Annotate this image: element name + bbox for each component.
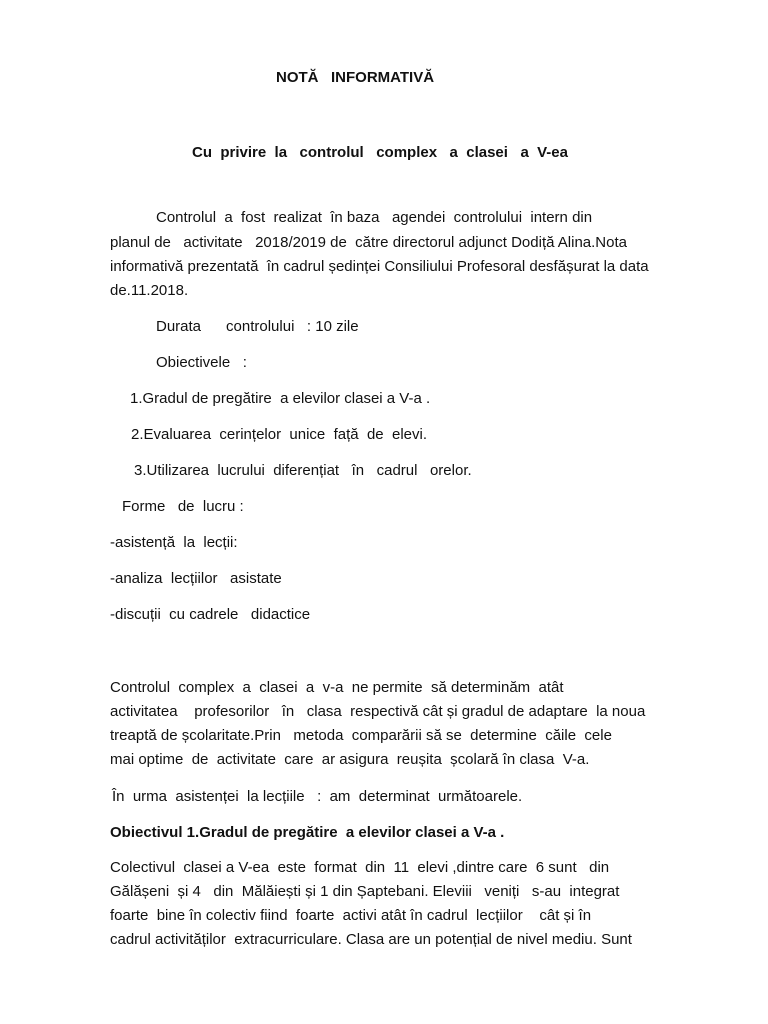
findings-line: În urma asistenței la lecțiile : am determinat următoarele. bbox=[112, 788, 523, 805]
intro-line-2: planul de activitate 2018/2019 de către directorul adjunct Dodiță Alina.Nota bbox=[110, 234, 627, 251]
intro-line-1: Controlul a fost realizat în baza agendei controlului intern din bbox=[156, 209, 593, 226]
paragraph2-line-2: activitatea profesorilor în clasa respectivă cât și gradul de adaptare la noua bbox=[110, 703, 646, 720]
document-subtitle: Cu privire la controlul complex a clasei a V-ea bbox=[192, 144, 568, 161]
work-forms-heading: Forme de lucru : bbox=[122, 498, 244, 515]
paragraph3-line-3: foarte bine în colectiv fiind foarte activi atât în cadrul lecțiilor cât și în bbox=[110, 907, 592, 924]
intro-line-3: informativă prezentată în cadrul ședinței Consiliului Profesoral desfășurat la data bbox=[110, 258, 649, 275]
paragraph2-line-3: treaptă de școlaritate.Prin metoda comparării să se determine căile cele bbox=[110, 727, 612, 744]
paragraph2-line-1: Controlul complex a clasei a v-a ne permite să determinăm atât bbox=[110, 679, 564, 696]
objectives-heading: Obiectivele : bbox=[156, 354, 247, 371]
paragraph3-line-2: Gălășeni și 4 din Mălăiești și 1 din Șaptebani. Eleviii veniți s-au integrat bbox=[110, 883, 620, 900]
paragraph3-line-4: cadrul activităților extracurriculare. Clasa are un potențial de nivel mediu. Sunt bbox=[110, 931, 632, 948]
work-form-item-2: -analiza lecțiilor asistate bbox=[110, 570, 282, 587]
duration-line: Durata controlului : 10 zile bbox=[156, 318, 359, 335]
paragraph2-line-4: mai optime de activitate care ar asigura reușita școlară în clasa V-a. bbox=[110, 751, 590, 768]
objective-item-3: 3.Utilizarea lucrului diferențiat în cadrul orelor. bbox=[134, 462, 472, 479]
objective1-heading: Obiectivul 1.Gradul de pregătire a elevilor clasei a V-a . bbox=[110, 824, 505, 841]
paragraph3-line-1: Colectivul clasei a V-ea este format din 11 elevi ,dintre care 6 sunt din bbox=[110, 859, 610, 876]
objective-item-1: 1.Gradul de pregătire a elevilor clasei a V-a . bbox=[130, 390, 431, 407]
objective-item-2: 2.Evaluarea cerințelor unice față de elevi. bbox=[131, 426, 428, 443]
work-form-item-3: -discuții cu cadrele didactice bbox=[110, 606, 311, 623]
work-form-item-1: -asistență la lecții: bbox=[110, 534, 238, 551]
document-title: NOTĂ INFORMATIVĂ bbox=[276, 69, 435, 86]
intro-line-4: de.11.2018. bbox=[110, 282, 189, 299]
